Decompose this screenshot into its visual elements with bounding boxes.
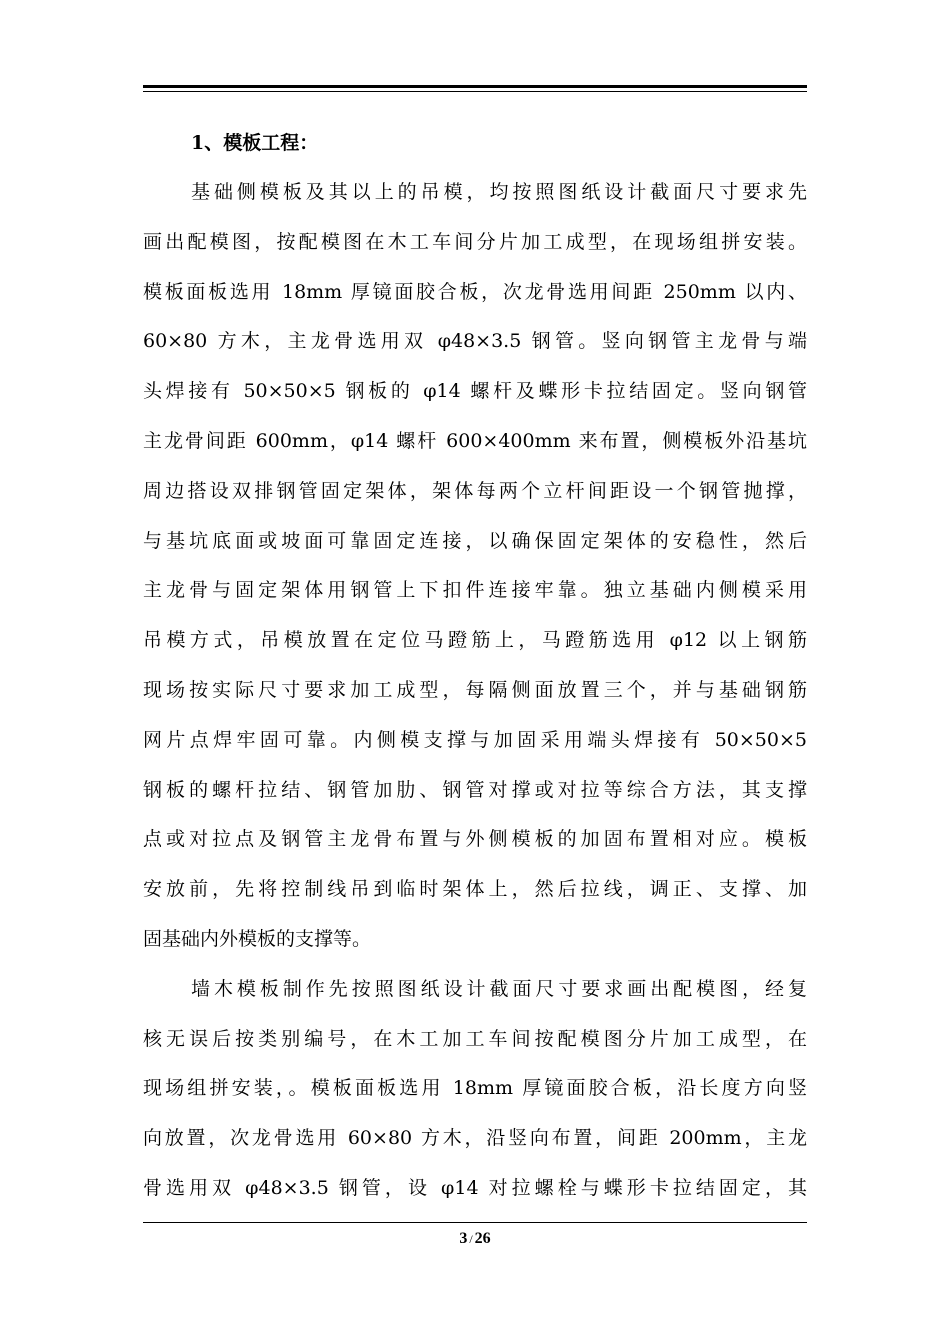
paragraph-1 [143,168,807,965]
paragraph-line: 与基坑底面或坡面可靠固定连接，以确保固定架体的安稳性，然后 [143,529,807,552]
paragraph-line: 安放前，先将控制线吊到临时架体上，然后拉线，调正、支撑、加 [143,878,807,901]
paragraph-line: 60×80 方木，主龙骨选用双 φ48×3.5 钢管。竖向钢管主龙骨与端 [143,330,807,353]
paragraph-line: 画出配模图，按配模图在木工车间分片加工成型，在现场组拼安装。 [143,230,807,253]
paragraph-line: 头焊接有 50×50×5 钢板的 φ14 螺杆及蝶形卡拉结固定。竖向钢管 [143,380,807,403]
paragraph-line: 网片点焊牢固可靠。内侧模支撑与加固采用端头焊接有 50×50×5 [143,728,807,751]
paragraph-line: 现场组拼安装，。模板面板选用 18mm 厚镜面胶合板，沿长度方向竖 [143,1077,807,1100]
header-rule-thick [143,85,807,88]
paragraph-line: 主龙骨间距 600mm，φ14 螺杆 600×400mm 来布置，侧模板外沿基坑 [143,429,807,452]
paragraph-line: 钢板的螺杆拉结、钢管加肋、钢管对撑或对拉等综合方法，其支撑 [143,778,807,801]
paragraph-line: 现场按实际尺寸要求加工成型，每隔侧面放置三个，并与基础钢筋 [143,678,807,701]
document-body [143,118,807,1214]
paragraph-line: 周边搭设双排钢管固定架体，架体每两个立杆间距设一个钢管抛撑， [143,479,807,502]
paragraph-line: 点或对拉点及钢管主龙骨布置与外侧模板的加固布置相对应。模板 [143,828,807,851]
paragraph-line: 向放置，次龙骨选用 60×80 方木，沿竖向布置，间距 200mm，主龙 [143,1127,807,1150]
page-number [143,1229,807,1249]
page-separator: / [469,1232,473,1246]
footer-rule [143,1222,807,1223]
current-page: 3 [459,1230,468,1247]
header-rule-thin [143,91,807,92]
paragraph-line: 主龙骨与固定架体用钢管上下扣件连接牢靠。独立基础内侧模采用 [143,579,807,602]
paragraph-line: 骨选用双 φ48×3.5 钢管，设 φ14 对拉螺栓与蝶形卡拉结固定，其 [143,1176,807,1199]
paragraph-line: 固基础内外模板的支撑等。 [143,927,372,950]
paragraph-line: 墙木模板制作先按照图纸设计截面尺寸要求画出配模图，经复 [191,977,807,1000]
total-pages: 26 [474,1230,491,1247]
paragraph-2 [143,965,807,1214]
paragraph-line: 核无误后按类别编号，在木工加工车间按配模图分片加工成型，在 [143,1027,807,1050]
paragraph-line: 基础侧模板及其以上的吊模，均按照图纸设计截面尺寸要求先 [191,181,807,203]
section-heading: 1、模板工程： [191,132,319,154]
paragraph-line: 吊模方式，吊模放置在定位马蹬筋上，马蹬筋选用 φ12 以上钢筋 [143,629,807,652]
paragraph-line: 模板面板选用 18mm 厚镜面胶合板，次龙骨选用间距 250mm 以内、 [143,280,807,303]
